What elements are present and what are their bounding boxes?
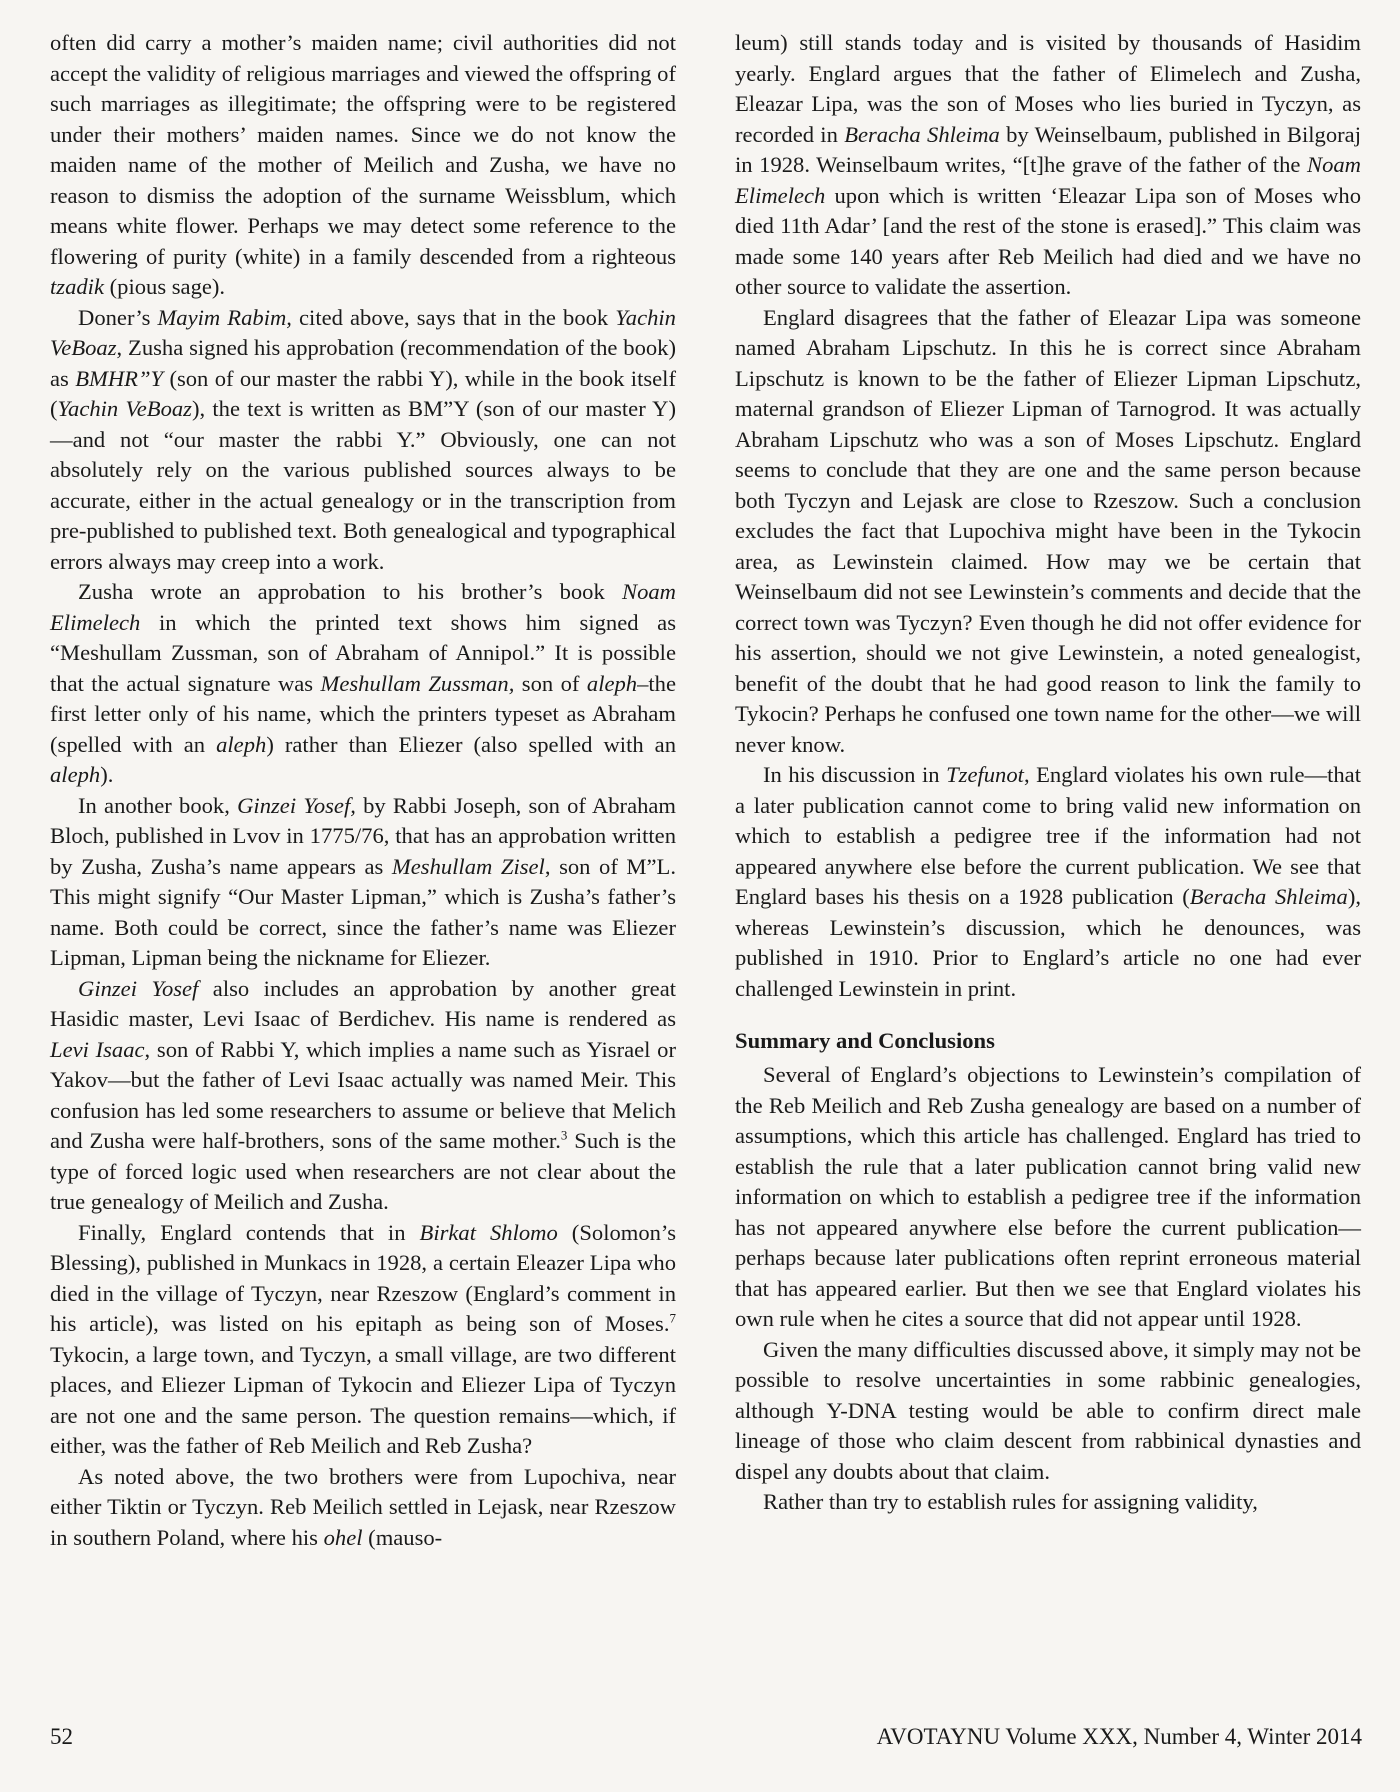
text-run: As noted above, the two brothers were from Lupochiva, near either Tiktin or Tyczyn. Reb Meilich settled in Lejask, near Rzeszow in southern Poland, where his — [50, 1463, 676, 1550]
text-run: , son of M”L. This might signify “Our Master Lipman,” which is Zusha’s father’s name. Both could be correct, since the father’s name was Eliezer Lipman, Lipman being the nickname for Eliezer. — [50, 853, 676, 970]
footnote-ref: 7 — [669, 1310, 676, 1326]
paragraph — [50, 28, 676, 303]
italic-text: Yachin VeBoaz — [50, 304, 676, 360]
paragraph — [735, 28, 1361, 303]
italic-text: Beracha Shleima — [844, 121, 1000, 147]
italic-text: ohel — [323, 1524, 363, 1550]
text-run: also includes an approbation by another great Hasidic master, Levi Isaac of Berdichev. His name is rendered as — [50, 975, 676, 1031]
text-run: (pious sage). — [103, 274, 226, 299]
text-run: ), whereas Lewinstein’s discussion, which he denounces, was published in 1910. Prior to Englard’s article no one had ever challenged Lewinstein in print. — [735, 884, 1361, 1001]
italic-text: Ginzei Yosef, — [237, 792, 356, 818]
right-column — [735, 28, 1361, 1518]
paragraph — [735, 303, 1361, 761]
italic-text: Ginzei Yosef — [78, 975, 199, 1001]
italic-text: Levi Isaac — [50, 1036, 145, 1062]
page-number: 52 — [50, 1724, 73, 1749]
italic-text: Noam Elimelech — [50, 579, 676, 635]
section-heading: Summary and Conclusions — [735, 1028, 995, 1053]
text-run: in which the printed text shows him signed as “Meshullam Zussman, son of Abraham of Annipol.” It is possible that the actual signature was — [50, 609, 676, 696]
paragraph — [50, 791, 676, 974]
text-run: , Englard violates his own rule—that a later publication cannot come to bring valid new information on which to establish a pedigree tree if the information had not appeared anywhere else before the current publication. We see that Englard bases his thesis on a 1928 publication ( — [735, 762, 1361, 909]
text-run: often did carry a mother’s maiden name; civil authorities did not accept the validity of religious marriages and viewed the offspring of such marriages as illegitimate; the offspring were to be registered under their mothers’ maiden names. Since we do not know the maiden name of the mother of Meilich and Zusha, we have no reason to dismiss the adoption of the surname Weissblum, which means white flower. Perhaps we may detect some reference to the flowering of purity (white) in a family descended from a righteous — [50, 30, 676, 269]
italic-text: Meshullam Zussman, — [320, 670, 515, 696]
italic-text: Birkat Shlomo — [419, 1219, 558, 1245]
text-run: by Weinselbaum, published in Bilgoraj in 1928. Weinselbaum writes, “[t]he grave of the father of the — [735, 121, 1361, 177]
italic-text: aleph — [50, 762, 101, 787]
text-run: ), the text is written as BM”Y (son of our master Y)—and not “our master the rabbi Y.” Obviously, one can not absolutely rely on the various published sources always to be accurate, either in the actual genealogy or in the transcription from pre-published to published text. Both genealogical and typographical errors always may creep into a work. — [50, 396, 676, 574]
text-run: Finally, Englard contends that in — [78, 1219, 420, 1245]
text-run: Given the many difficulties discussed above, it simply may not be possible to resolve uncertainties in some rabbinic genealogies, although Y-DNA testing would be able to confirm direct male lineage of those who claim descent from rabbinical dynasties and dispel any doubts about that claim. — [735, 1336, 1361, 1484]
text-run: (Solomon’s Blessing), published in Munkacs in 1928, a certain Eleazer Lipa who died in the village of Tyczyn, near Rzeszow (Englard’s comment in his article), was listed on his epitaph as being son of Moses. — [50, 1219, 677, 1336]
italic-text: Meshullam Zisel — [391, 853, 545, 879]
text-run: Rather than try to establish rules for assigning validity, — [763, 1489, 1258, 1514]
italic-text: Tzefunot — [946, 762, 1024, 787]
text-run: (son of our master the rabbi Y), while in the book itself ( — [50, 365, 676, 421]
text-run: ). — [100, 762, 114, 787]
text-run: leum) still stands today and is visited by thousands of Hasidim yearly. Englard argues that the father of Elimelech and Zusha, Eleazar Lipa, was the son of Moses who lies buried in Tyczyn, as recorded in — [735, 30, 1361, 147]
paragraph — [735, 1060, 1361, 1335]
italic-text: Noam Elimelech — [735, 152, 1361, 208]
paragraph — [735, 760, 1361, 1004]
text-run: , Zusha signed his approbation (recommendation of the book) as — [50, 335, 676, 391]
issue-info: AVOTAYNU Volume XXX, Number 4, Winter 2014 — [876, 1724, 1362, 1749]
paragraph — [50, 1462, 676, 1554]
text-run: Englard disagrees that the father of Eleazar Lipa was someone named Abraham Lipschutz. In this he is correct since Abraham Lipschutz is known to be the father of Eliezer Lipman Lipschutz, maternal grandson of Eliezer Lipman of Tarnogrod. It was actually Abraham Lipschutz who was a son of Moses Lipschutz. Englard seems to conclude that they are one and the same person because both Tyczyn and Lejask are close to Rzeszow. Such a conclusion excludes the fact that Lupochiva might have been in the Tykocin area, as Lewinstein claimed. How may we be certain that Weinselbaum did not see Lewinstein’s comments and decide that the correct town was Tyczyn? Even though he did not offer evidence for his assertion, should we not give Lewinstein, a noted genealogist, benefit of the doubt that he had good reason to link the family to Tykocin? Perhaps he confused one town name for the other—we will never know. — [735, 304, 1361, 757]
italic-text: Yachin VeBoaz — [57, 396, 192, 421]
paragraph — [50, 974, 676, 1218]
text-run: cited above, says that in the book — [291, 304, 616, 330]
text-run: –the first letter only of his name, which the printers typeset as Abraham (spelled with an — [50, 670, 676, 757]
paragraph — [50, 577, 676, 791]
italic-text: aleph — [216, 731, 267, 757]
text-run: ) rather than Eliezer (also spelled with an — [266, 731, 676, 757]
italic-text: BMHR”Y — [75, 365, 164, 391]
text-run: upon which is written ‘Eleazar Lipa son of Moses who died 11th Adar’ [and the rest of the stone is erased].” This claim was made some 140 years after Reb Meilich had died and we have no other source to validate the assertion. — [735, 182, 1361, 299]
text-run: Several of Englard’s objections to Lewinstein’s compilation of the Reb Meilich and Reb Zusha genealogy are based on a number of assumptions, which this article has challenged. Englard has tried to establish the rule that a later publication cannot bring valid new information on which to establish a pedigree tree if the information has not appeared anywhere else before the current publication—perhaps because later publications often reprint erroneous material that has appeared earlier. But then we see that Englard violates his own rule when he cites a source that did not appear until 1928. — [735, 1062, 1361, 1331]
italic-text: Beracha Shleima — [1189, 884, 1348, 909]
text-run: (mauso- — [362, 1524, 443, 1550]
text-run: Zusha wrote an approbation to his brother’s book — [78, 579, 623, 604]
footnote-ref: 3 — [560, 1127, 568, 1143]
paragraph — [735, 1335, 1361, 1488]
text-run: In another book, — [78, 792, 238, 818]
text-run: , son of Rabbi Y, which implies a name such as Yisrael or Yakov—but the father of Levi Isaac actually was named Meir. This confusion has led some researchers to assume or believe that Melich and Zusha were half-brothers, sons of the same mother. — [50, 1036, 676, 1153]
italic-text: tzadik — [50, 274, 104, 299]
text-run: Tykocin, a large town, and Tyczyn, a small village, are two different places, and Eliezer Lipman of Tykocin and Eliezer Lipa of Tyczyn are not one and the same person. The question remains—which, if either, was the father of Reb Meilich and Reb Zusha? — [50, 1341, 676, 1458]
text-run: In his discussion in — [763, 762, 947, 787]
paragraph — [50, 1218, 676, 1462]
text-run: Doner’s — [78, 304, 158, 330]
italic-text: aleph — [586, 670, 638, 696]
left-column — [50, 28, 676, 1553]
italic-text: Mayim Rabim, — [157, 304, 292, 330]
paragraph — [50, 303, 676, 578]
text-run: son of — [514, 670, 587, 696]
text-run: Such is the type of forced logic used when researchers are not clear about the true genealogy of Meilich and Zusha. — [50, 1128, 676, 1214]
text-run: by Rabbi Joseph, son of Abraham Bloch, published in Lvov in 1775/76, that has an approbation written by Zusha, Zusha’s name appears as — [50, 792, 677, 879]
paragraph — [735, 1487, 1361, 1518]
